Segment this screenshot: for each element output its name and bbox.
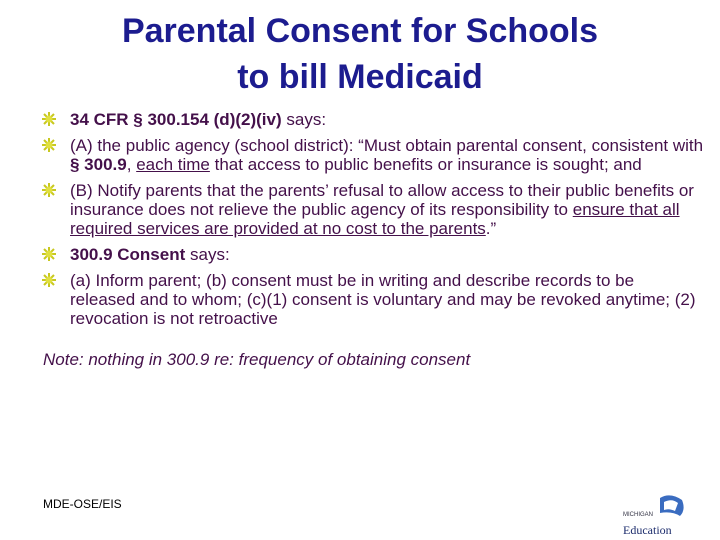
bullet-text: (B) Notify parents that the parents’ refusal to allow access to their public benefits or insurance does not relieve the public agency of its responsibility to	[70, 181, 694, 219]
bullet-item	[42, 110, 704, 129]
starburst-bullet-icon	[42, 247, 56, 261]
starburst-bullet-icon	[42, 138, 56, 152]
slide-title	[0, 8, 720, 100]
citation: 300.9 Consent	[70, 245, 186, 264]
bullet-item	[42, 181, 704, 238]
emphasis-text: each time	[136, 155, 210, 174]
footer-text: MDE-OSE/EIS	[43, 497, 122, 511]
note-text: Note: nothing in 300.9 re: frequency of obtaining consent	[43, 350, 471, 369]
bullet-text: ,	[126, 155, 137, 174]
starburst-bullet-icon	[42, 183, 56, 197]
bullet-item	[42, 271, 704, 328]
title-line-2: to bill Medicaid	[237, 58, 483, 96]
citation: § 300.9	[70, 155, 127, 174]
citation: 34 CFR § 300.154 (d)(2)(iv)	[70, 110, 282, 129]
logo-michigan-text: MICHIGAN	[623, 512, 653, 518]
bullet-text: (A) the public agency (school district): “Must obtain parental consent, consistent with	[70, 136, 704, 155]
starburst-bullet-icon	[42, 112, 56, 126]
starburst-bullet-icon	[42, 273, 56, 287]
bullet-text: .”	[485, 219, 497, 238]
bullet-text: says:	[281, 110, 327, 129]
emphasis-text: ensure that all required services are provided at no cost to the parents	[70, 200, 680, 238]
bullet-text: that access to public benefits or insurance is sought; and	[209, 155, 642, 174]
michigan-education-logo	[622, 494, 686, 538]
logo-education-text: Education	[623, 523, 672, 537]
bullet-item	[42, 136, 704, 174]
bullet-text: says:	[185, 245, 230, 264]
title-line-1: Parental Consent for Schools	[121, 12, 599, 50]
bullet-item	[42, 245, 704, 264]
bullet-text: (a) Inform parent; (b) consent must be in writing and describe records to be released and to whom; (c)(1) consent is voluntary and may be revoked anytime; (2) revocation is not retroactive	[70, 271, 696, 328]
slide-body	[42, 110, 704, 369]
bullet-list	[42, 110, 704, 328]
